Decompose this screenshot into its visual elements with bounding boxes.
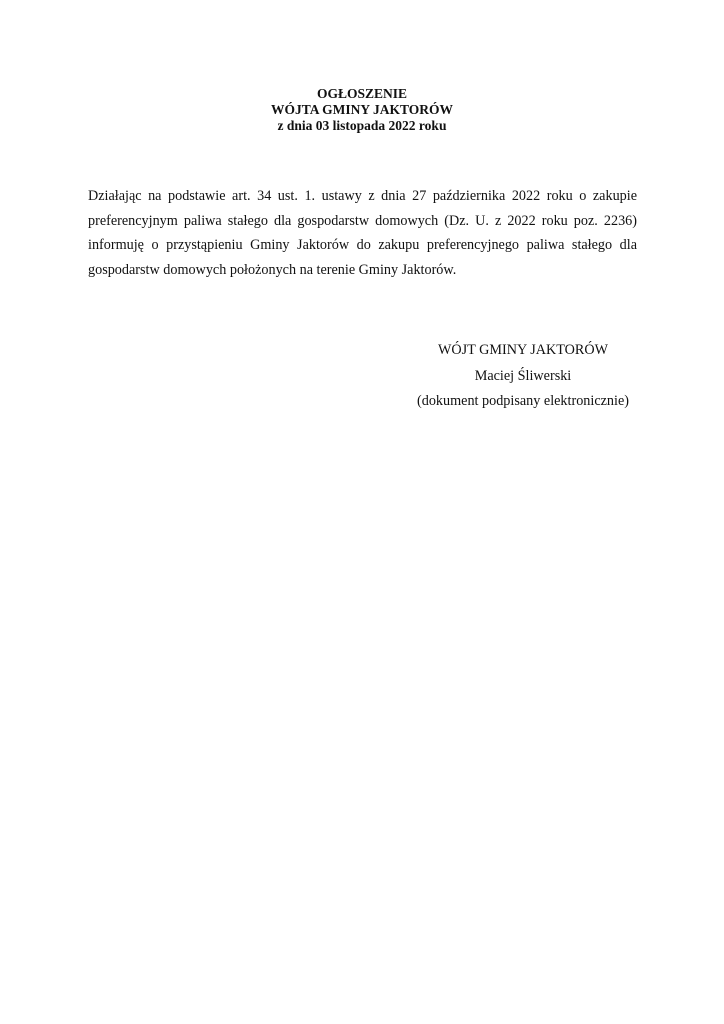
signatory-title: WÓJT GMINY JAKTORÓW	[438, 342, 608, 358]
body-paragraph: Działając na podstawie art. 34 ust. 1. ustawy z dnia 27 października 2022 roku o zakupie preferencyjnym paliwa stałego dla gospodarstw domowych (Dz. U. z 2022 roku poz. 2236) informuję o przystąpieniu Gminy Jaktorów do zakupu preferencyjnego paliwa stałego dla gospodarstw domowych położonych na terenie Gminy Jaktorów.	[88, 188, 637, 278]
signature-note: (dokument podpisany elektronicznie)	[417, 393, 629, 409]
announcement-title: OGŁOSZENIE	[316, 86, 408, 101]
signature-block	[398, 338, 648, 415]
announcement-body	[88, 184, 637, 282]
announcement-issuer: WÓJTA GMINY JAKTORÓW	[270, 102, 453, 117]
signatory-name: Maciej Śliwerski	[474, 367, 572, 384]
announcement-header	[0, 86, 724, 134]
announcement-date: z dnia 03 listopada 2022 roku	[277, 118, 447, 133]
